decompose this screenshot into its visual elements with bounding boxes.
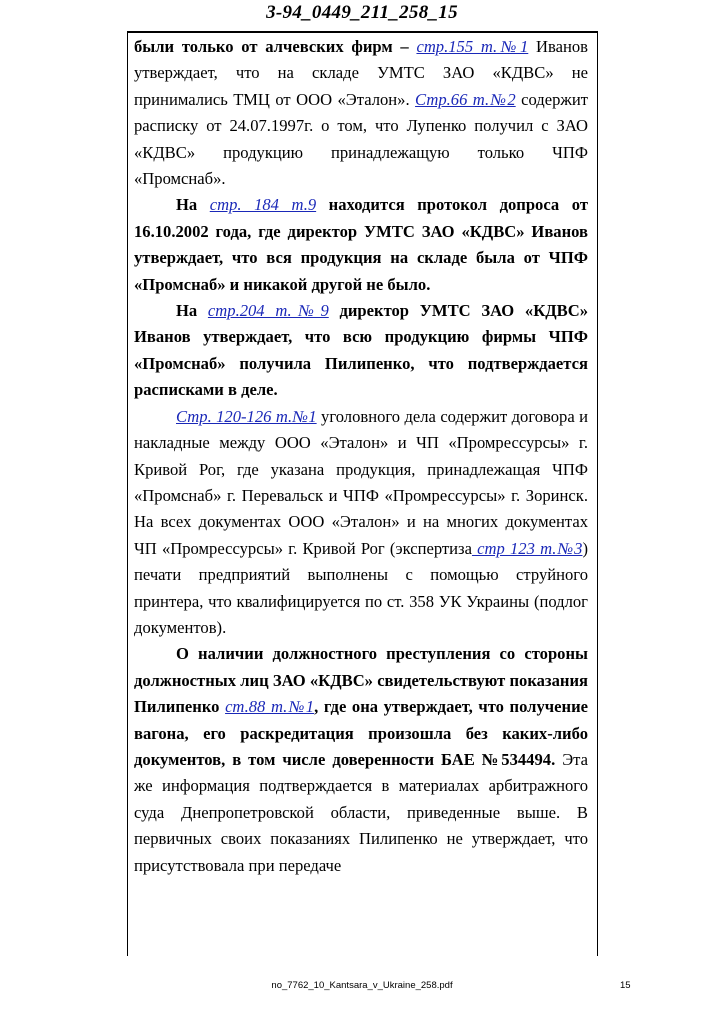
reference-link[interactable]: ст.88 т.№1 xyxy=(225,697,315,717)
right-margin-rule xyxy=(597,31,598,956)
reference-link[interactable]: стр. 184 т.9 xyxy=(209,195,317,215)
reference-link[interactable]: стр 123 т.№3 xyxy=(471,538,583,558)
paragraph-3-text: На xyxy=(176,301,208,321)
footer-filename: no_7762_10_Kantsara_v_Ukraine_258.pdf xyxy=(271,980,453,991)
paragraph-3 xyxy=(134,298,588,404)
paragraph-1-text: Иванов утверждает, что на складе УМТС ЗАО «КДВС» не принимались ТМЦ от ООО «Эталон». xyxy=(134,37,588,109)
paragraph-4 xyxy=(134,404,588,642)
reference-link[interactable]: стр.204 т.№9 xyxy=(207,301,329,321)
footer-page-number: 15 xyxy=(620,980,631,991)
reference-link[interactable]: Стр.66 т.№2 xyxy=(415,89,516,109)
paragraph-2 xyxy=(134,192,588,298)
paragraph-5 xyxy=(134,641,588,879)
paragraph-3-text-cont: директор УМТС ЗАО «КДВС» Иванов утверждает, что всю продукцию фирмы ЧПФ «Промснаб» получила Пилипенко, что подтверждается расписками в деле. xyxy=(134,301,588,400)
top-border-rule xyxy=(128,31,598,33)
document-body xyxy=(134,34,588,879)
reference-link[interactable]: Стр. 120-126 т.№1 xyxy=(176,406,317,426)
paragraph-1 xyxy=(134,34,588,192)
paragraph-5-bold-text-cont: , где она утверждает, что получение вагона, его раскредитация произошла без каких-либо документов, в том числе доверенности БАЕ №534494. xyxy=(134,697,588,769)
paragraph-2-text-cont: находится протокол допроса от 16.10.2002 года, где директор УМТС ЗАО «КДВС» Иванов утверждает, что вся продукция на складе была от ЧПФ «Промснаб» и никакой другой не было. xyxy=(134,195,588,294)
reference-link[interactable]: стр.155 т.№1 xyxy=(416,37,529,56)
document-id-header: 3-94_0449_211_258_15 xyxy=(266,2,458,23)
paragraph-5-bold-text: О наличии должностного преступления со стороны должностных лиц ЗАО «КДВС» свидетельствуют показания Пилипенко xyxy=(134,644,588,717)
paragraph-2-text: На xyxy=(176,195,210,215)
paragraph-1-text-cont: содержит расписку от 24.07.1997г. о том, что Лупенко получил с ЗАО «КДВС» продукцию принадлежащую только ЧПФ «Промснаб». xyxy=(134,89,588,189)
paragraph-4-text: уголовного дела содержит договора и накладные между ООО «Эталон» и ЧП «Промрессурсы» г. Кривой Рог, где указана продукция, принадлежащая ЧПФ «Промснаб» г. Перевальск и ЧПФ «Промрессурсы» г. Зоринск. На всех документах ООО «Эталон» и на многих документах ЧП «Промрессурсы» г. Кривой Рог (экспертиза xyxy=(134,406,588,558)
paragraph-5-text: Эта же информация подтверждается в материалах арбитражного суда Днепропетровской области, приведенные выше. В первичных своих показаниях Пилипенко не утверждает, что присутствовала при передаче xyxy=(134,749,588,875)
paragraph-1-bold-lead: были только от алчевских фирм – xyxy=(134,37,417,56)
left-margin-rule xyxy=(127,31,128,956)
paragraph-4-text-cont: ) печати предприятий выполнены с помощью струйного принтера, что квалифицируется по ст. 358 УК Украины (подлог документов). xyxy=(134,538,588,637)
